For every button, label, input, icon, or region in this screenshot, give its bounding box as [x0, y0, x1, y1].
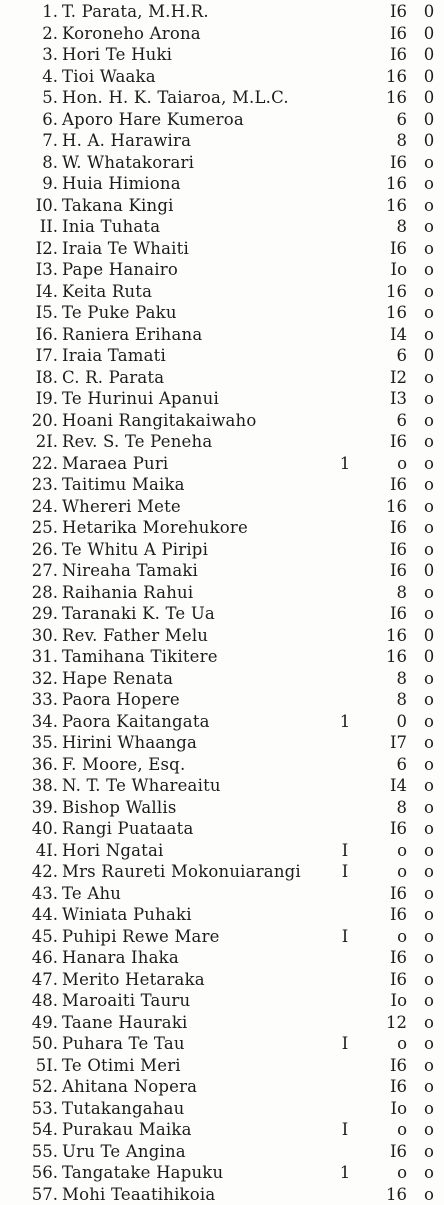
subscriber-name: Merito Hetaraka — [62, 969, 205, 991]
amount-pence: 0 — [418, 625, 440, 647]
amount-shillings: I6 — [377, 474, 407, 496]
entry-number: 49. — [32, 1012, 58, 1034]
amount-shillings: 16 — [377, 496, 407, 518]
subscriber-name: Hoani Rangitakaiwaho — [62, 410, 257, 432]
amount-shillings: o — [377, 926, 407, 948]
amount-pence: o — [418, 603, 440, 625]
amount-pounds: I — [338, 1119, 352, 1141]
list-item — [0, 926, 444, 948]
list-item — [0, 66, 444, 88]
amount-pence: o — [418, 732, 440, 754]
amount-pence: o — [418, 775, 440, 797]
amount-shillings: o — [377, 1033, 407, 1055]
subscriber-name: Rangi Puataata — [62, 818, 194, 840]
subscriber-name: Takana Kingi — [62, 195, 174, 217]
list-item — [0, 388, 444, 410]
amount-pounds: I — [338, 926, 352, 948]
entry-number: 36. — [32, 754, 58, 776]
amount-pence: o — [418, 1033, 440, 1055]
amount-shillings: I4 — [377, 775, 407, 797]
subscriber-name: Te Hurinui Apanui — [62, 388, 219, 410]
amount-pence: 0 — [418, 44, 440, 66]
entry-number: 6. — [42, 109, 58, 131]
amount-shillings: 16 — [377, 87, 407, 109]
subscriber-name: Puhipi Rewe Mare — [62, 926, 220, 948]
subscriber-name: T. Parata, M.H.R. — [62, 1, 209, 23]
subscriber-name: Rev. S. Te Peneha — [62, 431, 212, 453]
entry-number: I6. — [36, 324, 58, 346]
list-item — [0, 904, 444, 926]
list-item — [0, 1012, 444, 1034]
subscriber-name: Tutakangahau — [62, 1098, 184, 1120]
subscriber-name: Te Puke Paku — [62, 302, 177, 324]
amount-shillings: I6 — [377, 560, 407, 582]
list-item — [0, 496, 444, 518]
amount-pence: 0 — [418, 560, 440, 582]
amount-pence: o — [418, 1098, 440, 1120]
entry-number: II. — [40, 216, 58, 238]
subscriber-name: Maroaiti Tauru — [62, 990, 190, 1012]
list-item — [0, 775, 444, 797]
subscriber-name: Mohi Teaatihikoia — [62, 1184, 215, 1205]
list-item — [0, 1055, 444, 1077]
amount-pence: 0 — [418, 87, 440, 109]
subscriber-name: Huia Himiona — [62, 173, 181, 195]
entry-number: 1. — [42, 1, 58, 23]
entry-number: 2. — [42, 23, 58, 45]
amount-pence: o — [418, 969, 440, 991]
list-item — [0, 883, 444, 905]
subscriber-name: Te Ahu — [62, 883, 121, 905]
subscriber-name: Taranaki K. Te Ua — [62, 603, 215, 625]
amount-shillings: o — [377, 1162, 407, 1184]
amount-shillings: o — [377, 861, 407, 883]
entry-number: 34. — [32, 711, 58, 733]
subscriber-name: Hon. H. K. Taiaroa, M.L.C. — [62, 87, 289, 109]
entry-number: 28. — [32, 582, 58, 604]
entry-number: 33. — [32, 689, 58, 711]
subscriber-name: Nireaha Tamaki — [62, 560, 198, 582]
amount-shillings: Io — [377, 259, 407, 281]
subscriber-name: Koroneho Arona — [62, 23, 201, 45]
subscriber-name: H. A. Harawira — [62, 130, 191, 152]
subscriber-name: Tioi Waaka — [62, 66, 156, 88]
list-item — [0, 539, 444, 561]
entry-number: 24. — [32, 496, 58, 518]
list-item — [0, 281, 444, 303]
amount-shillings: 16 — [377, 302, 407, 324]
amount-pence: o — [418, 1162, 440, 1184]
list-item — [0, 1076, 444, 1098]
entry-number: I0. — [36, 195, 58, 217]
subscriber-name: Paora Hopere — [62, 689, 180, 711]
amount-pence: o — [418, 1055, 440, 1077]
subscriber-name: Paora Kaitangata — [62, 711, 210, 733]
entry-number: 23. — [32, 474, 58, 496]
subscriber-name: Winiata Puhaki — [62, 904, 192, 926]
entry-number: 42. — [32, 861, 58, 883]
amount-pounds: 1 — [338, 711, 352, 733]
entry-number: I8. — [36, 367, 58, 389]
entry-number: I9. — [36, 388, 58, 410]
amount-shillings: Io — [377, 1098, 407, 1120]
subscriber-name: Whereri Mete — [62, 496, 181, 518]
amount-pence: o — [418, 517, 440, 539]
list-item — [0, 109, 444, 131]
amount-shillings: o — [377, 1119, 407, 1141]
subscriber-name: Iraia Te Whaiti — [62, 238, 189, 260]
entry-number: 4. — [42, 66, 58, 88]
subscriber-name: Pape Hanairo — [62, 259, 178, 281]
amount-shillings: 16 — [377, 625, 407, 647]
amount-shillings: I6 — [377, 431, 407, 453]
entry-number: 56. — [32, 1162, 58, 1184]
entry-number: 29. — [32, 603, 58, 625]
amount-pence: o — [418, 840, 440, 862]
list-item — [0, 410, 444, 432]
list-item — [0, 517, 444, 539]
amount-shillings: 8 — [377, 797, 407, 819]
amount-pounds: I — [338, 1033, 352, 1055]
amount-pence: o — [418, 990, 440, 1012]
list-item — [0, 818, 444, 840]
subscriber-name: Te Whitu A Piripi — [62, 539, 208, 561]
amount-shillings: 16 — [377, 173, 407, 195]
amount-pence: o — [418, 539, 440, 561]
amount-pence: o — [418, 195, 440, 217]
amount-shillings: Io — [377, 990, 407, 1012]
entry-number: 5I. — [36, 1055, 58, 1077]
subscriber-name: Hanara Ihaka — [62, 947, 179, 969]
list-item — [0, 582, 444, 604]
entry-number: 57. — [32, 1184, 58, 1205]
entry-number: 3. — [42, 44, 58, 66]
entry-number: 7. — [42, 130, 58, 152]
amount-shillings: I6 — [377, 1, 407, 23]
list-item — [0, 1162, 444, 1184]
amount-shillings: 6 — [377, 754, 407, 776]
amount-pence: o — [418, 818, 440, 840]
amount-shillings: 16 — [377, 195, 407, 217]
list-item — [0, 431, 444, 453]
amount-pence: 0 — [418, 1, 440, 23]
entry-number: 20. — [32, 410, 58, 432]
amount-pence: o — [418, 754, 440, 776]
list-item — [0, 1098, 444, 1120]
entry-number: 32. — [32, 668, 58, 690]
subscriber-name: Rev. Father Melu — [62, 625, 208, 647]
subscriber-name: Raniera Erihana — [62, 324, 202, 346]
subscriber-name: Hape Renata — [62, 668, 173, 690]
subscriber-name: Taitimu Maika — [62, 474, 185, 496]
amount-shillings: I6 — [377, 517, 407, 539]
list-item — [0, 87, 444, 109]
amount-shillings: 8 — [377, 668, 407, 690]
amount-pounds: I — [338, 840, 352, 862]
list-item — [0, 797, 444, 819]
amount-shillings: I6 — [377, 238, 407, 260]
amount-pence: o — [418, 861, 440, 883]
amount-shillings: 6 — [377, 410, 407, 432]
list-item — [0, 840, 444, 862]
amount-shillings: I6 — [377, 1055, 407, 1077]
subscriber-name: Tangatake Hapuku — [62, 1162, 223, 1184]
amount-pence: o — [418, 1119, 440, 1141]
amount-shillings: 6 — [377, 345, 407, 367]
subscriber-name: Bishop Wallis — [62, 797, 177, 819]
amount-pence: o — [418, 883, 440, 905]
amount-shillings: 8 — [377, 582, 407, 604]
list-item — [0, 324, 444, 346]
entry-number: 35. — [32, 732, 58, 754]
entry-number: 31. — [32, 646, 58, 668]
entry-number: 54. — [32, 1119, 58, 1141]
list-item — [0, 130, 444, 152]
amount-pence: o — [418, 474, 440, 496]
subscriber-name: Maraea Puri — [62, 453, 168, 475]
entry-number: 4I. — [36, 840, 58, 862]
subscriber-name: Ahitana Nopera — [62, 1076, 197, 1098]
subscriber-name: Tamihana Tikitere — [62, 646, 218, 668]
list-item — [0, 646, 444, 668]
list-item — [0, 625, 444, 647]
amount-shillings: 16 — [377, 66, 407, 88]
amount-pence: o — [418, 926, 440, 948]
entry-number: 25. — [32, 517, 58, 539]
list-item — [0, 173, 444, 195]
amount-pence: o — [418, 259, 440, 281]
list-item — [0, 711, 444, 733]
subscriber-name: Hirini Whaanga — [62, 732, 197, 754]
amount-shillings: 16 — [377, 1184, 407, 1205]
amount-pence: o — [418, 173, 440, 195]
list-item — [0, 238, 444, 260]
entry-number: I5. — [36, 302, 58, 324]
subscriber-name: Hetarika Morehukore — [62, 517, 248, 539]
list-item — [0, 453, 444, 475]
list-item — [0, 1119, 444, 1141]
list-item — [0, 23, 444, 45]
amount-pence: o — [418, 797, 440, 819]
amount-shillings: I6 — [377, 152, 407, 174]
list-item — [0, 302, 444, 324]
amount-shillings: I6 — [377, 1076, 407, 1098]
amount-pence: o — [418, 689, 440, 711]
amount-pence: o — [418, 281, 440, 303]
amount-shillings: o — [377, 453, 407, 475]
amount-shillings: I6 — [377, 818, 407, 840]
subscriber-name: Raihania Rahui — [62, 582, 193, 604]
subscriber-name: C. R. Parata — [62, 367, 164, 389]
amount-shillings: I6 — [377, 947, 407, 969]
entry-number: 8. — [42, 152, 58, 174]
subscriber-name: Uru Te Angina — [62, 1141, 186, 1163]
amount-pence: o — [418, 367, 440, 389]
entry-number: 5. — [42, 87, 58, 109]
amount-pence: o — [418, 388, 440, 410]
amount-shillings: I6 — [377, 883, 407, 905]
entry-number: 39. — [32, 797, 58, 819]
amount-pence: o — [418, 302, 440, 324]
list-item — [0, 195, 444, 217]
list-item — [0, 259, 444, 281]
subscription-list — [0, 1, 444, 1205]
amount-shillings: I6 — [377, 969, 407, 991]
amount-pence: o — [418, 1184, 440, 1205]
amount-pence: o — [418, 1012, 440, 1034]
subscriber-name: Keita Ruta — [62, 281, 152, 303]
list-item — [0, 689, 444, 711]
entry-number: 43. — [32, 883, 58, 905]
entry-number: 27. — [32, 560, 58, 582]
entry-number: 44. — [32, 904, 58, 926]
entry-number: 40. — [32, 818, 58, 840]
amount-pence: 0 — [418, 345, 440, 367]
entry-number: 55. — [32, 1141, 58, 1163]
list-item — [0, 603, 444, 625]
entry-number: I2. — [36, 238, 58, 260]
amount-pence: o — [418, 431, 440, 453]
amount-shillings: 16 — [377, 281, 407, 303]
entry-number: 30. — [32, 625, 58, 647]
entry-number: 26. — [32, 539, 58, 561]
list-item — [0, 1184, 444, 1205]
subscriber-name: Hori Ngatai — [62, 840, 164, 862]
list-item — [0, 474, 444, 496]
entry-number: 38. — [32, 775, 58, 797]
entry-number: 45. — [32, 926, 58, 948]
list-item — [0, 861, 444, 883]
amount-shillings: I6 — [377, 1141, 407, 1163]
amount-shillings: I6 — [377, 904, 407, 926]
subscriber-name: Inia Tuhata — [62, 216, 160, 238]
amount-shillings: I3 — [377, 388, 407, 410]
subscriber-name: Taane Hauraki — [62, 1012, 188, 1034]
amount-pence: 0 — [418, 646, 440, 668]
amount-pounds: I — [338, 861, 352, 883]
subscriber-name: N. T. Te Whareaitu — [62, 775, 221, 797]
amount-pence: o — [418, 1141, 440, 1163]
subscriber-name: W. Whatakorari — [62, 152, 194, 174]
amount-shillings: 8 — [377, 130, 407, 152]
list-item — [0, 947, 444, 969]
list-item — [0, 345, 444, 367]
entry-number: 9. — [42, 173, 58, 195]
list-item — [0, 754, 444, 776]
list-item — [0, 969, 444, 991]
list-item — [0, 152, 444, 174]
amount-pence: o — [418, 238, 440, 260]
amount-shillings: I7 — [377, 732, 407, 754]
entry-number: 47. — [32, 969, 58, 991]
list-item — [0, 668, 444, 690]
amount-shillings: 6 — [377, 109, 407, 131]
entry-number: 52. — [32, 1076, 58, 1098]
amount-pence: o — [418, 668, 440, 690]
entry-number: I4. — [36, 281, 58, 303]
amount-pence: o — [418, 1076, 440, 1098]
amount-pence: o — [418, 496, 440, 518]
amount-pence: o — [418, 711, 440, 733]
amount-shillings: o — [377, 840, 407, 862]
amount-pence: 0 — [418, 130, 440, 152]
subscriber-name: Mrs Raureti Mokonuiarangi — [62, 861, 301, 883]
subscriber-name: F. Moore, Esq. — [62, 754, 185, 776]
amount-shillings: I6 — [377, 23, 407, 45]
list-item — [0, 44, 444, 66]
amount-shillings: I4 — [377, 324, 407, 346]
amount-shillings: 12 — [377, 1012, 407, 1034]
amount-shillings: 8 — [377, 216, 407, 238]
subscriber-name: Te Otimi Meri — [62, 1055, 181, 1077]
list-item — [0, 732, 444, 754]
amount-shillings: I6 — [377, 603, 407, 625]
entry-number: 50. — [32, 1033, 58, 1055]
amount-shillings: I6 — [377, 539, 407, 561]
amount-pence: 0 — [418, 66, 440, 88]
entry-number: 46. — [32, 947, 58, 969]
subscriber-name: Hori Te Huki — [62, 44, 172, 66]
amount-pence: o — [418, 582, 440, 604]
amount-pence: 0 — [418, 23, 440, 45]
amount-shillings: 8 — [377, 689, 407, 711]
entry-number: 22. — [32, 453, 58, 475]
list-item — [0, 367, 444, 389]
amount-pence: o — [418, 453, 440, 475]
amount-pounds: 1 — [338, 1162, 352, 1184]
subscriber-name: Iraia Tamati — [62, 345, 166, 367]
amount-shillings: 16 — [377, 646, 407, 668]
entry-number: I7. — [36, 345, 58, 367]
amount-shillings: I6 — [377, 44, 407, 66]
entry-number: 53. — [32, 1098, 58, 1120]
entry-number: 48. — [32, 990, 58, 1012]
list-item — [0, 1033, 444, 1055]
amount-pence: o — [418, 324, 440, 346]
subscriber-name: Puhara Te Tau — [62, 1033, 185, 1055]
list-item — [0, 216, 444, 238]
amount-pence: o — [418, 152, 440, 174]
subscriber-name: Purakau Maika — [62, 1119, 192, 1141]
amount-pence: o — [418, 904, 440, 926]
list-item — [0, 560, 444, 582]
amount-shillings: 0 — [377, 711, 407, 733]
amount-pence: o — [418, 410, 440, 432]
list-item — [0, 990, 444, 1012]
amount-pence: o — [418, 947, 440, 969]
amount-pence: 0 — [418, 109, 440, 131]
amount-shillings: I2 — [377, 367, 407, 389]
amount-pence: o — [418, 216, 440, 238]
entry-number: 2I. — [36, 431, 58, 453]
amount-pounds: 1 — [338, 453, 352, 475]
list-item — [0, 1, 444, 23]
entry-number: I3. — [36, 259, 58, 281]
subscriber-name: Aporo Hare Kumeroa — [62, 109, 244, 131]
